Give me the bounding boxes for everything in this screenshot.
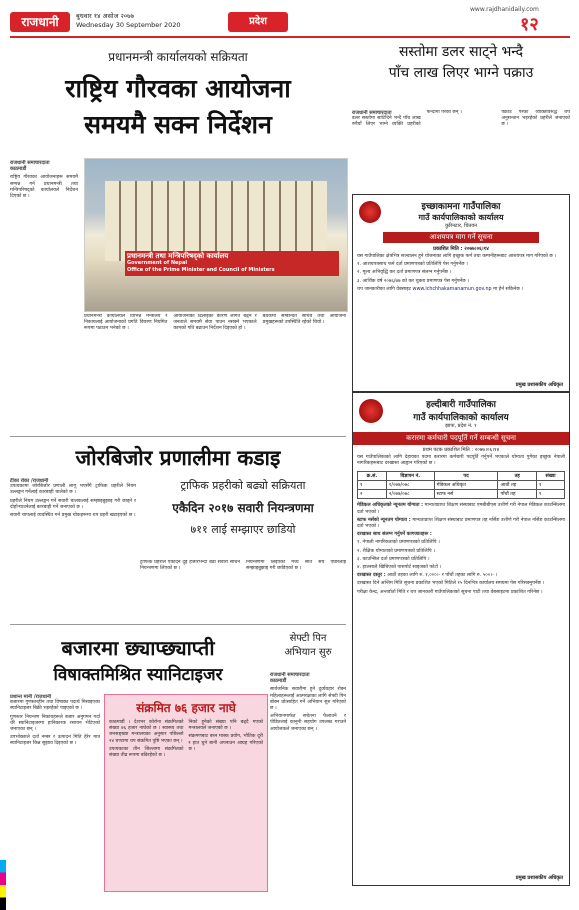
table-header: पद bbox=[434, 472, 498, 481]
story-columns-right: प्रधानमन्त्री कार्यालयले विभिन्न मन्त्रालय र निकायलाई आयोजनाको प्रगति विवरण नियमित रूपमा पठाउन भनेको छ । आयोजनाको ढिलाइका कारण लागत बढ्ने र जनताले समयमै सेवा पाउन नसक्ने भएकाले कामको गति बढाउन निर्देशन दिइएको हो । बैठकमा सम्बन्धित सचिव तथा आयोजना प्रमुखहरूको उपस्थिति रहेको थियो । bbox=[84, 314, 346, 332]
story-byline: राजधानी समाचारदाता bbox=[270, 672, 310, 678]
story-place: काठमाडौं bbox=[10, 166, 27, 173]
notice-location: कुरिनटार, चितवन bbox=[445, 223, 477, 229]
table-cell: मेडिकल अधिकृत bbox=[434, 481, 498, 490]
table-cell: १ bbox=[536, 490, 564, 499]
notice-band: करारमा कर्मचारी पदपूर्ति गर्ने सम्बन्धी सूचना bbox=[353, 432, 569, 445]
story-pm-office bbox=[10, 42, 346, 432]
signboard-nepali: प्रधानमन्त्री तथा मन्त्रिपरिषद्को कार्यालय bbox=[127, 252, 229, 260]
table-row bbox=[358, 481, 565, 490]
story-body: उपत्यकामा जोरबिजोर प्रणाली लागू भएसँगै ट्राफिक प्रहरीले नियम उल्लङ्घन गर्नेलाई कारबाही थालेको छ । bbox=[10, 484, 136, 496]
signboard-english2: Office of the Prime Minister and Council of Ministers bbox=[127, 267, 275, 273]
notice-haldibari bbox=[352, 392, 570, 886]
table-cell: स्टाफ नर्स bbox=[434, 490, 498, 499]
dateline bbox=[76, 12, 181, 30]
notice-link[interactable]: www.ichchhakamanamun.gov.np bbox=[412, 286, 492, 292]
office-signboard bbox=[125, 251, 339, 276]
table-cell: २ bbox=[358, 490, 387, 499]
notice-title: हल्दीबारी गाउँपालिका bbox=[426, 400, 496, 410]
pm-office-photo bbox=[84, 158, 348, 312]
notice-body: यस गाउँपालिका क्षेत्रभित्र सञ्चालन हुने योजनाका लागि इच्छुक फर्म तथा कम्पनीहरूबाट आशयपत्र माग गरिएको छ । १. आशयपत्रसाथ फर्म दर्ता प्रमाणपत्रको प्रतिलिपि पेस गर्नुपर्नेछ । २. मूल्य अभिवृद्धि कर दर्ता प्रमाणपत्र संलग्न गर्नुपर्नेछ । ३. आर्थिक वर्ष २०७६/७७ को कर चुक्ता प्रमाणपत्र पेस गर्नुपर्नेछ । थप जानकारीका लागि वेबसाइट www.ichchhakamanamun.gov.np मा हेर्न सकिनेछ । bbox=[353, 252, 569, 374]
covid-body: काठमाडौं । देशभर कोरोना संक्रमितको संख्या ७६ हजार नाघेको छ । स्वास्थ्य तथा जनसङ्ख्या मन्त्रालयका अनुसार पछिल्लो २४ घण्टामा थप संक्रमित पुष्टि भएका छन् । bbox=[109, 720, 184, 744]
story-byline: राजधानी समाचारदाता bbox=[10, 160, 50, 166]
table-cell: आठौं तह bbox=[498, 481, 537, 490]
section-divider bbox=[10, 624, 346, 625]
story-place: काठमाडौं bbox=[270, 678, 287, 685]
story-oddeven-columns: टीका रोका /राजधानी उपत्यकामा जोरबिजोर प्रणाली लागू भएसँगै ट्राफिक प्रहरीले नियम उल्लङ्घन गर्नेलाई कारबाही थालेको छ । प्रहरीले नियम उल्लङ्घन गर्ने सवारी चालकलाई सम्झाइबुझाइ गरी छाड्ने र दोहोर्‍याउनेलाई कारबाही गर्ने जनाएको छ । सवारी चापलाई व्यवस्थित गर्न प्रमुख चोकहरूमा थप प्रहरी खटाइएको छ । bbox=[10, 478, 136, 519]
notice-body-text: यस गाउँपालिका क्षेत्रभित्र सञ्चालन हुने योजनाका लागि इच्छुक फर्म तथा कम्पनीहरूबाट आशयपत्र माग गरिएको छ । bbox=[357, 254, 557, 259]
table-cell: २/०७७/०७८ bbox=[386, 490, 434, 499]
section-label: प्रदेश bbox=[228, 12, 288, 32]
kicker-line3: ७११ लाई सम्झाएर छाडियो bbox=[190, 523, 296, 536]
story-body: राष्ट्रिय गौरवका आयोजनाहरू समयमै सम्पन्न गर्न प्रधानमन्त्री तथा मन्त्रिपरिषद्को कार्यालयले निर्देशन दिएको छ । bbox=[10, 175, 78, 200]
story-kicker: प्रधानमन्त्री कार्यालयको सक्रियता bbox=[108, 50, 248, 64]
signboard-english1: Government of Nepal bbox=[127, 260, 188, 266]
story-oddeven-headline: जोरबिजोर प्रणालीमा कडाइ bbox=[75, 445, 281, 470]
date-english: Wednesday 30 September 2020 bbox=[76, 21, 181, 29]
notice-ichchhakamana bbox=[352, 194, 570, 392]
emblem-icon bbox=[359, 201, 381, 223]
header-rule bbox=[10, 36, 570, 38]
vacancy-table bbox=[357, 471, 565, 499]
story-dollar-fraud bbox=[352, 42, 570, 192]
story-sanitizer-headline-line2: विषाक्तमिश्रित स्यानिटाइजर bbox=[53, 665, 223, 685]
kicker-line1: सेफ्टी पिन bbox=[289, 633, 327, 644]
kicker-line2: अभियान सुरु bbox=[284, 647, 332, 658]
story-sanitizer-columns: प्रशान्त मानी /राजधानी बजारमा गुणस्तरहीन तथा विषाक्त पदार्थ मिसाइएका स्यानिटाइजर बिक्री भइरहेको पाइएको छ । गुणस्तर नियन्त्रण निकायहरूले बजार अनुगमन गर्दा धेरै स्यानिटाइजरमा हानिकारक रसायन भेटिएको जनाएका छन् । उपभोक्ताले दर्ता नम्बर र उत्पादन मिति हेरेर मात्र स्यानिटाइजर किन्न सुझाव दिइएको छ । bbox=[10, 694, 100, 747]
notice-body: मेडिकल अधिकृतको न्यूनतम योग्यता : मान्यताप्राप्त शिक्षण संस्थाबाट एमबीबीएस उत्तीर्ण गरी नेपाल मेडिकल काउन्सिलमा दर्ता भएको । स्टाफ नर्सको न्यूनतम योग्यता : मान्यताप्राप्त शिक्षण संस्थाबाट प्रमाणपत्र तह नर्सिङ उत्तीर्ण गरी नेपाल नर्सिङ काउन्सिलमा दर्ता भएको । दरखास्त साथ संलग्न गर्नुपर्ने कागजातहरू : १. नेपाली नागरिकताको प्रमाणपत्रको प्रतिलिपि । २. शैक्षिक योग्यताको प्रमाणपत्रको प्रतिलिपि । ३. काउन्सिल दर्ता प्रमाणपत्रको प्रतिलिपि । ४. हालसालै खिचिएको पासपोर्ट साइजको फोटो । दरखास्त दस्तुर : आठौं तहका लागि रु. १,०००।- र पाँचौं तहका लागि रु. ५००।- । दरखास्त दिने अन्तिम मिति सूचना प्रकाशित भएको मितिले १५ दिनभित्र कार्यालय समयमा पेस गरिसक्नुपर्नेछ । परीक्षा केन्द्र, अन्तर्वार्ता मिति र थप जानकारी गाउँपालिकाको सूचना पाटी तथा वेबसाइटमा प्रकाशित गरिनेछ । bbox=[357, 503, 565, 595]
table-cell: १/०७७/०७८ bbox=[386, 481, 434, 490]
story-byline: प्रशान्त मानी /राजधानी bbox=[10, 694, 52, 700]
table-cell: १ bbox=[358, 481, 387, 490]
notice-issue-date: प्रकाशित मिति : २०७७।०६।१४ bbox=[433, 246, 489, 252]
notice-issue-date: प्रथम पटक प्रकाशित मिति : २०७७।०६।१४ bbox=[422, 447, 500, 453]
table-header: तह bbox=[498, 472, 537, 481]
covid-headline: संक्रमित ७६ हजार नाघे bbox=[136, 701, 236, 715]
story-headline-line1: राष्ट्रिय गौरवका आयोजना bbox=[65, 74, 291, 103]
story-body: बजारमा गुणस्तरहीन तथा विषाक्त पदार्थ मिसाइएका स्यानिटाइजर बिक्री भइरहेको पाइएको छ । bbox=[10, 700, 100, 712]
table-header: क्र.सं. bbox=[358, 472, 387, 481]
color-registration-strip bbox=[0, 860, 6, 910]
table-cell: १ bbox=[536, 481, 564, 490]
kicker-line1: ट्राफिक प्रहरीको बढ्यो सक्रियता bbox=[180, 479, 306, 492]
story-traffic-kicker bbox=[140, 478, 346, 558]
covid-columns: काठमाडौं । देशभर कोरोना संक्रमितको संख्या ७६ हजार नाघेको छ । स्वास्थ्य तथा जनसङ्ख्या मन्त्रालयका अनुसार पछिल्लो २४ घण्टामा थप संक्रमित पुष्टि भएका छन् । उपत्यकाका तीन जिल्लामा संक्रमितको संख्या तीव्र रूपमा बढिरहेको छ । निको हुनेको संख्या पनि बढ्दै गएको मन्त्रालयले जनाएको छ । संक्रमणबाट बच्न मास्क प्रयोग, भौतिक दूरी र हात धुने बानी अपनाउन आग्रह गरिएको छ । bbox=[109, 720, 263, 759]
date-nepali: बुधवार १४ असोज २०७७ bbox=[76, 12, 135, 20]
table-header: विज्ञापन नं. bbox=[386, 472, 434, 481]
notice-footer: प्रमुख प्रशासकीय अधिकृत bbox=[515, 875, 563, 881]
page-number: १२ bbox=[520, 14, 539, 35]
table-header: संख्या bbox=[536, 472, 564, 481]
story-covid-box bbox=[104, 694, 268, 892]
table-header-row bbox=[358, 472, 565, 481]
story-body: डलर सस्तोमा साटिदिने भन्दै पाँच लाख रुपैयाँ लिएर भाग्ने व्यक्ति प्रहरीको फन्दामा परेका छन् । bbox=[352, 110, 462, 128]
story-headline-line1: सस्तोमा डलर साट्ने भन्दै bbox=[398, 44, 524, 60]
story-safety-pin-columns: राजधानी समाचारदाता काठमाडौं सार्वजनिक सवारीमा हुने दुर्व्यवहार रोक्न महिलाहरूलाई आत्मरक्षाका लागि सेफ्टी पिन बोक्न प्रोत्साहित गर्ने अभियान सुरु गरिएको छ । अभियानमार्फत सचेतना फैलाउने र पीडितलाई कानुनी सहयोग उपलब्ध गराउने आयोजकले जनाएका छन् । bbox=[270, 672, 346, 732]
notice-title: इच्छाकामना गाउँपालिका bbox=[421, 202, 501, 212]
table-row bbox=[358, 490, 565, 499]
story-safety-pin bbox=[270, 630, 346, 670]
table-cell: पाँचौं तह bbox=[498, 490, 537, 499]
story-byline: टीका रोका /राजधानी bbox=[10, 478, 49, 484]
site-url[interactable]: www.rajdhanidaily.com bbox=[470, 6, 539, 13]
notice-footer: प्रमुख प्रशासकीय अधिकृत bbox=[515, 382, 563, 388]
notice-location: झापा, प्रदेश नं. १ bbox=[445, 423, 477, 429]
story-traffic-columns: ट्राफिक प्रहरीले एकैदिन दुई हजारभन्दा बढी सवारी साधन नियन्त्रणमा लिएको छ । नियन्त्रणमा लिइएका मध्ये सात सय एघारलाई सम्झाइबुझाइ गरी छाडिएको छ । bbox=[140, 560, 346, 572]
emblem-icon bbox=[359, 399, 383, 423]
section-divider bbox=[10, 436, 346, 437]
notice-subtitle: गाउँ कार्यपालिकाको कार्यालय bbox=[413, 413, 509, 423]
notice-subtitle: गाउँ कार्यपालिकाको कार्यालय bbox=[418, 212, 504, 222]
story-column-left bbox=[10, 160, 78, 430]
story-byline: राजधानी समाचारदाता bbox=[352, 110, 392, 116]
story-sanitizer-headline-line1: बजारमा छ्याप्छ्याप्ती bbox=[61, 636, 215, 660]
story-headline-line2: समयमै सक्न निर्देशन bbox=[84, 110, 272, 139]
notice-intro: यस गाउँपालिकाको लागि देहायका पदमा करारमा कर्मचारी पदपूर्ति गर्नुपर्ने भएकाले योग्यता पुगेका इच्छुक नेपाली नागरिकहरूबाट दरखास्त आह्वान गरिएको छ । bbox=[357, 455, 565, 467]
building-facade bbox=[105, 181, 327, 261]
masthead-logo: राजधानी bbox=[10, 12, 70, 32]
story-headline-line2: पाँच लाख लिएर भाग्ने पक्राउ bbox=[388, 65, 534, 81]
kicker-line2: एकैदिन २०१७ सवारी नियन्त्रणमा bbox=[172, 501, 314, 515]
story-columns: राजधानी समाचारदाता डलर सस्तोमा साटिदिने भन्दै पाँच लाख रुपैयाँ लिएर भाग्ने व्यक्ति प्रहरीको फन्दामा परेका छन् । पक्राउ परेका व्यक्तिविरुद्ध थप अनुसन्धान भइरहेको प्रहरीले जनाएको छ । bbox=[352, 110, 570, 128]
notice-band: आशयपत्र माग गर्ने सूचना bbox=[383, 232, 539, 243]
